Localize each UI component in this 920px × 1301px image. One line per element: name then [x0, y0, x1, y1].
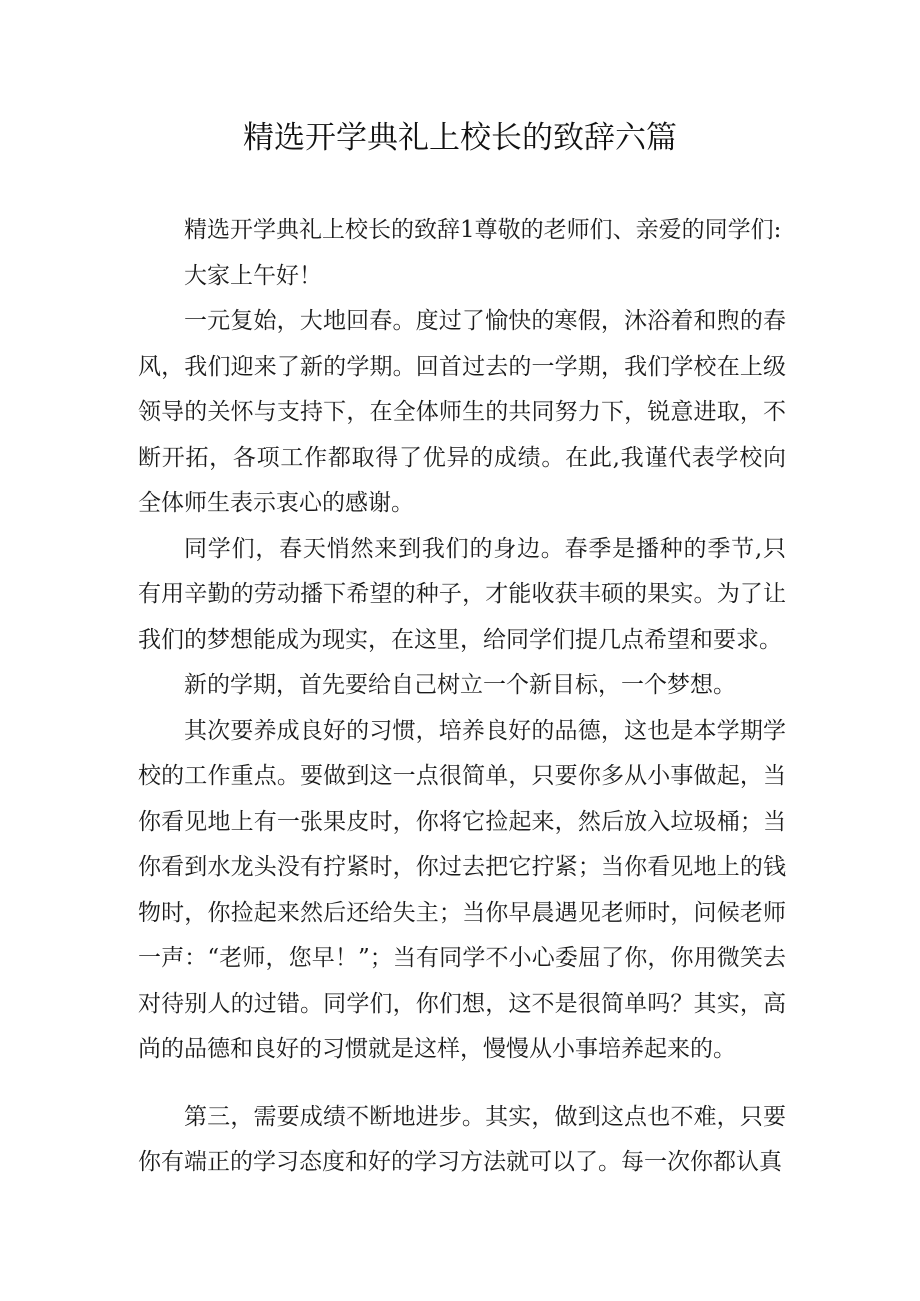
paragraph-spring: 同学们，春天悄然来到我们的身边。春季是播种的季节,只有用辛勤的劳动播下希望的种子，才能收获丰硕的果实。为了让我们的梦想能成为现实，在这里，给同学们提几点希望和要求。	[138, 535, 786, 653]
paragraph-greeting: 大家上午好！	[184, 262, 322, 289]
paragraph-new-semester: 一元复始，大地回春。度过了愉快的寒假，沐浴着和煦的春风，我们迎来了新的学期。回首过去的一学期，我们学校在上级领导的关怀与支持下，在全体师生的共同努力下，锐意进取，不断开拓，各项工作都取得了优异的成绩。在此,我谨代表学校向全体师生表示衷心的感谢。	[138, 308, 786, 516]
paragraph-salutation: 精选开学典礼上校长的致辞1尊敬的老师们、亲爱的同学们:	[184, 217, 782, 243]
document-title: 精选开学典礼上校长的致辞六篇	[243, 120, 677, 156]
paragraph-first-goal: 新的学期，首先要给自己树立一个新目标，一个梦想。	[184, 672, 736, 698]
paragraph-second-habits: 其次要养成良好的习惯，培养良好的品德，这也是本学期学校的工作重点。要做到这一点很简单，只要你多从小事做起，当你看见地上有一张果皮时，你将它捡起来，然后放入垃圾桶；当你看到水龙头没有拧紧时，你过去把它拧紧；当你看见地上的钱物时，你捡起来然后还给失主；当你早晨遇见老师时，问候老师一声：“老师，您早！”；当有同学不小心委屈了你，你用微笑去对待别人的过错。同学们，你们想，这不是很简单吗？其实，高尚的品德和良好的习惯就是这样，慢慢从小事培养起来的。	[138, 717, 786, 1062]
document-body	[138, 208, 786, 1186]
paragraph-third-progress: 第三，需要成绩不断地进步。其实，做到这点也不难，只要你有端正的学习态度和好的学习方法就可以了。每一次你都认真	[138, 1103, 786, 1175]
